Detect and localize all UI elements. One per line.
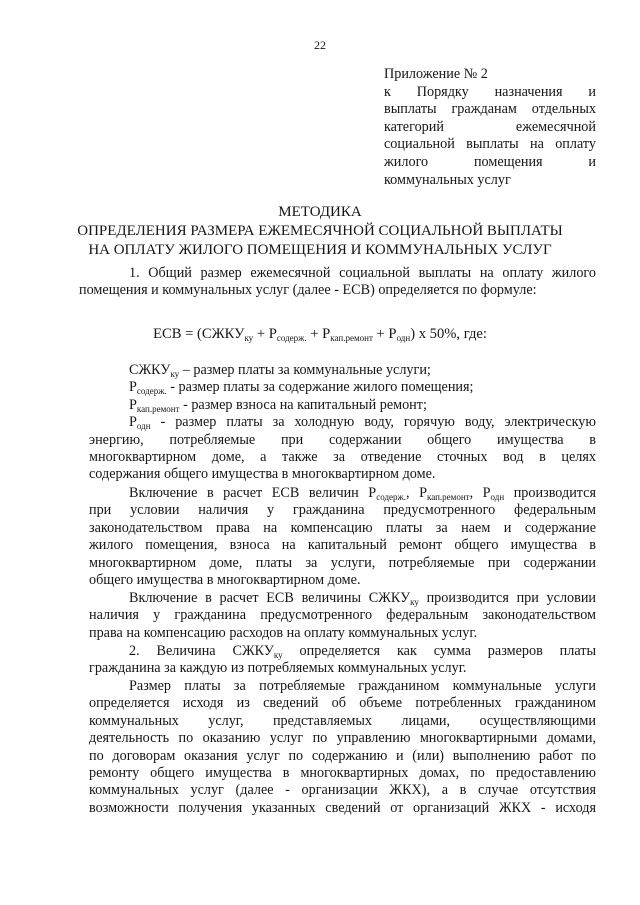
text-fragment: , Р — [405, 485, 427, 501]
formula — [0, 326, 640, 343]
paragraph-inclusion-1 — [89, 485, 596, 589]
formula-part: ) х 50%, где: — [410, 326, 487, 342]
text-line: коммунальных услуг, представляемых лицами, осуществляющими — [89, 712, 596, 729]
appendix-line: жилого помещения и — [384, 153, 596, 170]
definition-line — [89, 397, 596, 414]
appendix-line: категорий ежемесячной — [384, 118, 596, 135]
text-fragment: производится при условии — [418, 590, 596, 606]
text-line: многоквартирном доме, платы за услуги, потребляемые при содержании — [89, 554, 596, 571]
definition-term: Р — [129, 414, 137, 431]
definition-line — [89, 362, 596, 379]
text-line: ремонту общего имущества в многоквартирных домах, по предоставлению — [89, 765, 596, 782]
definition-text: - размер платы за содержание жилого помещения; — [166, 379, 474, 396]
text-line: коммунальных услуг (далее - организации ЖКХ), а в случае отсутствия — [89, 782, 596, 799]
text-line: энергию, потребляемые при содержании общего имущества в — [89, 431, 596, 448]
text-line — [89, 485, 596, 502]
text-line: многоквартирном доме, а также за отведение сточных вод в целях — [89, 449, 596, 466]
text-line: Размер платы за потребляемые гражданином коммунальные услуги — [129, 678, 596, 694]
text-sub: одн — [490, 492, 505, 502]
formula-sub: содерж. — [276, 333, 307, 343]
paragraph-1 — [79, 265, 596, 300]
text-line: гражданина за каждую из потребляемых коммунальных услуг. — [89, 660, 467, 677]
text-fragment: 2. Величина СЖКУ — [129, 643, 274, 659]
appendix-line: выплаты гражданам отдельных — [384, 101, 596, 118]
text-fragment: определяется как сумма размеров платы — [282, 643, 596, 659]
appendix-line: коммунальных услуг — [384, 171, 511, 188]
formula-sub: ку — [244, 333, 254, 343]
text-line — [89, 643, 596, 660]
text-line: деятельность по оказанию услуг по управлению многоквартирными домами, — [89, 730, 596, 747]
text-line: жилого помещения, взноса на капитальный ремонт общего имущества в — [89, 537, 596, 554]
text-fragment: производится — [504, 485, 596, 501]
text-line: права на компенсацию расходов на оплату коммунальных услуг. — [89, 624, 478, 641]
definition-sub: ку — [170, 369, 180, 379]
formula-part: + Р — [306, 326, 331, 342]
text-sub: ку — [273, 650, 283, 660]
text-line: по договорам оказания услуг по содержанию и (или) выполнению работ по — [89, 747, 596, 764]
appendix-line: Приложение № 2 — [384, 66, 488, 82]
definition-line — [89, 379, 596, 396]
appendix-header — [384, 66, 596, 189]
page-number: 22 — [314, 38, 326, 52]
formula-part: ЕСВ = (СЖКУ — [153, 326, 245, 342]
text-fragment: Включение в расчет ЕСВ величин Р — [129, 485, 377, 501]
text-line — [89, 590, 596, 607]
text-line: содержания общего имущества в многоквартирном доме. — [89, 466, 436, 483]
text-fragment: , Р — [469, 485, 491, 501]
definition-text: – размер платы за коммунальные услуги; — [179, 362, 431, 378]
text-line: общего имущества в многоквартирном доме. — [89, 572, 361, 589]
document-title: МЕТОДИКА — [278, 204, 362, 220]
text-sub: ку — [410, 597, 419, 607]
text-line: законодательством права на компенсацию платы за наем и содержание — [89, 519, 596, 536]
definition-sub: кап.ремонт — [136, 403, 180, 414]
text-line: 1. Общий размер ежемесячной социальной выплаты на оплату жилого — [129, 265, 596, 281]
definition-sub: содерж. — [136, 386, 167, 397]
appendix-line: социальной выплаты на оплату — [384, 136, 596, 153]
document-subtitle-line: НА ОПЛАТУ ЖИЛОГО ПОМЕЩЕНИЯ И КОММУНАЛЬНЫХ УСЛУГ — [88, 242, 552, 258]
paragraph-inclusion-2 — [89, 590, 596, 642]
paragraph-2 — [89, 643, 596, 678]
formula-sub: кап.ремонт — [330, 333, 373, 343]
definition-term: Р — [129, 379, 137, 396]
formula-sub: одн — [396, 333, 411, 343]
text-sub: кап.ремонт — [426, 492, 470, 502]
paragraph-3 — [89, 678, 596, 817]
text-line: при условии наличия у гражданина предусмотренного федеральным — [89, 502, 596, 519]
definition-sub: одн — [136, 421, 151, 432]
formula-part: + Р — [372, 326, 397, 342]
formula-part: + Р — [253, 326, 277, 342]
document-subtitle-line: ОПРЕДЕЛЕНИЯ РАЗМЕРА ЕЖЕМЕСЯЧНОЙ СОЦИАЛЬНОЙ ВЫПЛАТЫ — [77, 223, 563, 239]
definition-term: Р — [129, 396, 137, 413]
definition-line — [89, 414, 596, 431]
text-sub: содерж. — [376, 492, 406, 502]
text-line: определяется исходя из сведений об объеме потребленных гражданином — [89, 695, 596, 712]
definition-text: - размер взноса на капитальный ремонт; — [179, 396, 427, 413]
definition-text: - размер платы за холодную воду, горячую воду, электрическую — [150, 414, 596, 431]
text-fragment: Включение в расчет ЕСВ величины СЖКУ — [129, 590, 411, 606]
text-line: возможности получения указанных сведений от организаций ЖКХ - исходя — [89, 799, 596, 816]
appendix-line: к Порядку назначения и — [384, 83, 596, 100]
definitions — [89, 362, 596, 484]
text-line: наличия у гражданина предусмотренного федеральным законодательством — [89, 607, 596, 624]
definition-term: СЖКУ — [129, 362, 171, 378]
text-line: помещения и коммунальных услуг (далее - ЕСВ) определяется по формуле: — [79, 282, 537, 299]
